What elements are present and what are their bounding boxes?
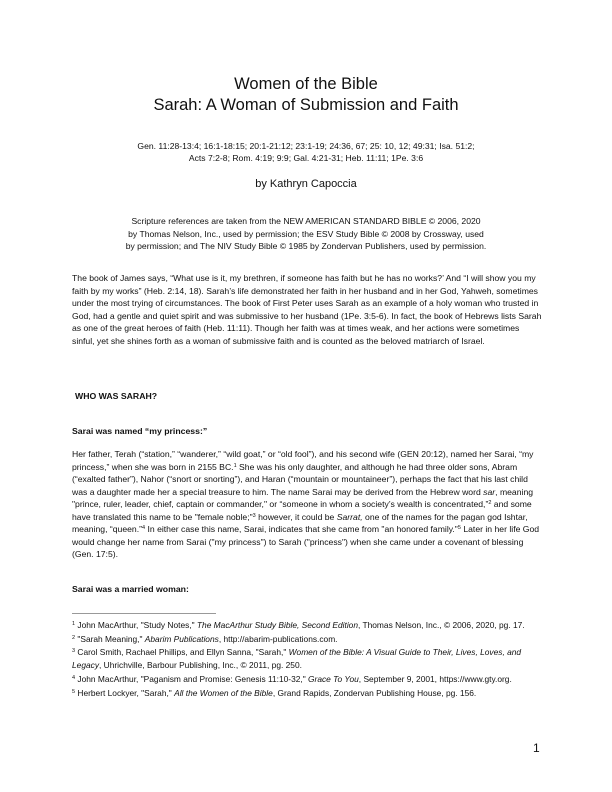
footnote-text: John MacArthur, "Study Notes," [75, 620, 197, 630]
section-heading: WHO WAS SARAH? [75, 391, 158, 401]
footnote-title: Women of the Bible: A Visual Guide to Their, Lives, Loves, and Legacy [72, 647, 522, 671]
footnote-number: 5 [72, 688, 76, 695]
intro-paragraph: The book of James says, “What use is it, my brethren, if someone has faith but he has no works?’ And “I will show you my faith by my works” (Heb. 2:14, 18). Sarah’s life demonstrated her faith in her husband and in her God, Yahweh, sometimes under the most trying of circumstances. The book of First Peter uses Sarah as an example of a holy woman who trusted in God, had a gentle and quiet spirit and was submissive to her husband (1Pe. 3:5-6). In fact, the book of Hebrews lists Sarah as one of the great heroes of faith (Heb. 11:11). Though her faith was at times weak, and her actions were sometimes sinful, yet she shines forth as a woman of submissive faith and is counted as the beloved matriarch of Israel. [72, 273, 542, 346]
footnote [72, 633, 544, 646]
text-run: In either case this name, Sarai, indicates that she came from "an honored family." [145, 524, 458, 534]
footnote-number: 3 [72, 648, 76, 655]
footnote [72, 687, 544, 700]
footnote-number: 1 [72, 621, 76, 627]
text-run-italic: Sarrat, [336, 511, 363, 522]
footnote-number: 4 [72, 674, 76, 681]
permissions-line: by Thomas Nelson, Inc., used by permission; the ESV Study Bible © 2008 by Crossway, used [128, 228, 484, 239]
permissions-line: Scripture references are taken from the NEW AMERICAN STANDARD BIBLE © 2006, 2020 [131, 216, 481, 226]
text-run: Her father, Terah (“station,” “wanderer,” “wild goat,” or “old fool”), and his second wife (GEN 20:12), named her Sarai, “my princess,” when she was born in 2155 BC. [72, 449, 534, 472]
footnote-text: , http://abarim-publications.com. [218, 633, 338, 644]
text-run: and some have translated this name to be "female noble;" [72, 499, 532, 522]
text-run-italic: sar [483, 486, 496, 497]
footnote-text: Carol Smith, Rachael Phillips, and Ellyn Sanna, "Sarah," [75, 647, 289, 658]
footnote-text: , Uhrichville, Barbour Publishing, Inc., © 2011, pg. 250. [99, 660, 302, 671]
footnote-ref[interactable]: 1 [233, 462, 237, 469]
footnote-title: Grace To You [308, 673, 359, 684]
footnote-number: 2 [72, 634, 76, 641]
text-run: one of the names for the pagan god Ishtar, meaning, “queen.” [72, 511, 528, 534]
footnote-title: All the Women of the Bible [174, 687, 273, 698]
footnote-text: Herbert Lockyer, "Sarah," [75, 687, 175, 698]
footnote-ref[interactable]: 3 [252, 512, 256, 519]
footnote-title: Abarim Publications [144, 633, 219, 644]
page-number: 1 [533, 741, 540, 755]
text-run: Later in her life God would change her name from Sarai ("my princess") to Sarah ("princess") when she came under a covenant of blessing (Gen. 17:5). [72, 524, 540, 559]
footnote-ref[interactable]: 5 [457, 525, 461, 531]
scripture-references [0, 140, 612, 164]
subheading-named-princess: Sarai was named “my princess:” [72, 426, 208, 436]
footnote-ref[interactable]: 2 [488, 500, 492, 506]
footnote-text: , Thomas Nelson, Inc., © 2006, 2020, pg. 17. [358, 620, 525, 630]
footnote [72, 619, 544, 632]
footnote-separator [72, 613, 216, 614]
text-run: She was his only daughter, and although he had three older sons, Abram (“exalted father”), Nahor (“snort or snorting”), and Haran (“mountain or mountaineer”), perhaps the fact that his last child was a daughter made her a special treasure to him. The name Sarai may be derived from the Hebrew word [72, 461, 528, 497]
footnote-text: , September 9, 2001, https://www.gty.org. [358, 673, 512, 684]
footnote-text: , Grand Rapids, Zondervan Publishing House, pg. 156. [272, 687, 477, 698]
footnote [72, 646, 544, 671]
text-run: however, it could be [255, 511, 337, 522]
subheading-married-woman: Sarai was a married woman: [72, 584, 189, 594]
scripture-references-line: Acts 7:2-8; Rom. 4:19; 9:9; Gal. 4:21-31; Heb. 11:11; 1Pe. 3:6 [188, 153, 424, 164]
scripture-references-line: Gen. 11:28-13:4; 16:1-18:15; 20:1-21:12; 23:1-19; 24:36, 67; 25: 10, 12; 49:31; Isa. 51:2; [137, 141, 475, 151]
footnote-text: "Sarah Meaning," [75, 633, 145, 644]
document-title: Sarah: A Woman of Submission and Faith [153, 96, 459, 114]
footnotes [72, 619, 544, 699]
footnote-title: The MacArthur Study Bible, Second Edition [196, 620, 358, 630]
author-byline: by Kathryn Capoccia [255, 178, 357, 190]
series-title: Women of the Bible [234, 75, 378, 93]
permissions-line: by permission; and The NIV Study Bible © 1985 by Zondervan Publishers, used by permission. [125, 241, 487, 252]
footnote-ref[interactable]: 4 [142, 525, 146, 531]
footnote-text: John MacArthur, "Paganism and Promise: Genesis 11:10-32," [75, 673, 309, 684]
permissions-notice [0, 215, 612, 253]
footnote [72, 673, 544, 686]
body-paragraph [72, 448, 544, 561]
text-run: , meaning "prince, ruler, leader, chief, captain or commander," or “someone in whom a society’s wealth is concentrated,” [72, 486, 534, 509]
